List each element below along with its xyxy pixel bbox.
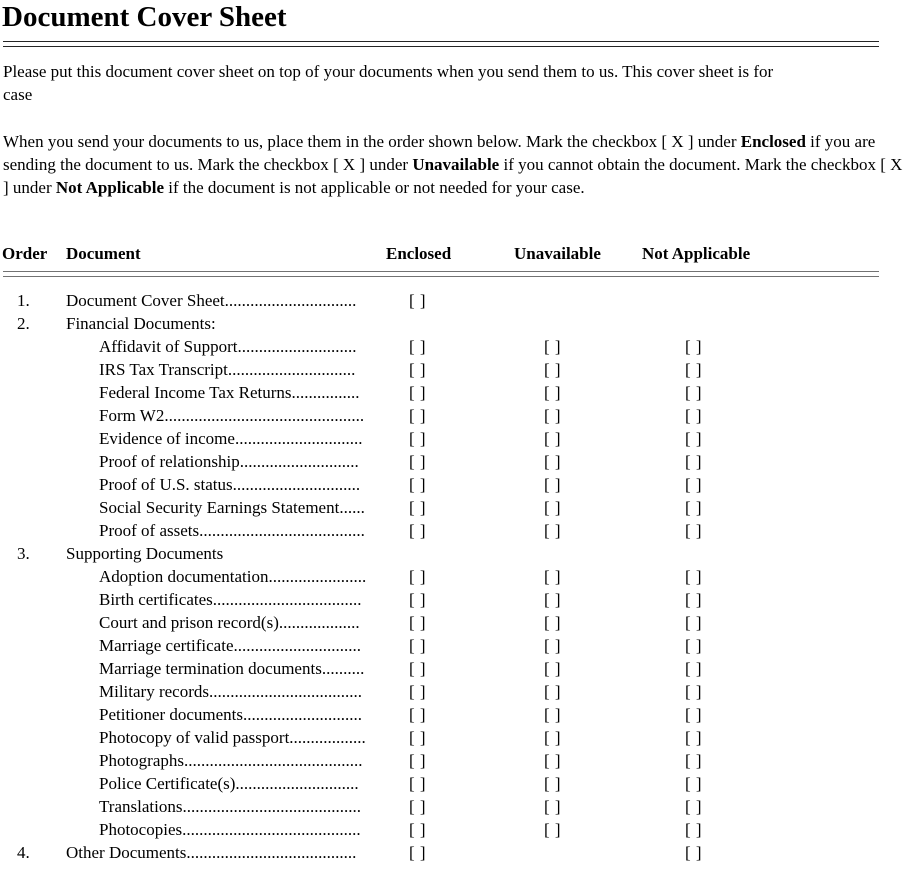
enclosed-checkbox[interactable]: [ ] [409,360,427,379]
document-label [66,312,216,335]
document-row [0,795,921,818]
document-label [66,542,223,565]
document-name: Birth certificates [99,590,213,609]
not-applicable-checkbox[interactable]: [ ] [685,636,703,655]
unavailable-checkbox[interactable]: [ ] [544,521,562,540]
order-number: 1. [17,291,30,310]
leader-dots: ................ [291,383,360,402]
enclosed-checkbox[interactable]: [ ] [409,383,427,402]
document-row [0,588,921,611]
title-divider [3,40,879,49]
document-label [99,749,363,772]
document-name: Marriage termination documents [99,659,322,678]
leader-dots: ............................ [239,452,359,471]
document-label [99,358,355,381]
leader-dots: .................. [289,728,366,747]
leader-dots: .............................. [234,429,363,448]
document-name: IRS Tax Transcript [99,360,228,379]
column-header-unavailable: Unavailable [514,244,601,263]
document-name: Court and prison record(s) [99,613,279,632]
order-number: 2. [17,314,30,333]
leader-dots: .......................................... [184,751,363,770]
document-label [99,634,361,657]
document-row [0,680,921,703]
document-name: Federal Income Tax Returns [99,383,292,402]
case-number-redacted [37,88,137,102]
unavailable-checkbox[interactable]: [ ] [544,613,562,632]
leader-dots: ................... [278,613,360,632]
unavailable-checkbox[interactable]: [ ] [544,774,562,793]
enclosed-checkbox[interactable]: [ ] [409,728,427,747]
document-name: Proof of relationship [99,452,240,471]
instructions-not-applicable-term: Not Applicable [55,178,165,197]
leader-dots: .............................. [227,360,356,379]
document-label [99,680,362,703]
unavailable-checkbox[interactable]: [ ] [544,429,562,448]
instructions-text: if you are sending the document to us. Mark the checkbox [ X ] under [3,132,876,174]
leader-dots: ............................. [235,774,359,793]
not-applicable-checkbox[interactable]: [ ] [685,567,703,586]
not-applicable-checkbox[interactable]: [ ] [685,475,703,494]
not-applicable-checkbox[interactable]: [ ] [685,521,703,540]
document-label [99,565,366,588]
document-label [99,427,362,450]
instructions-unavailable-term: Unavailable [412,155,500,174]
document-row [0,818,921,841]
enclosed-checkbox[interactable]: [ ] [409,636,427,655]
document-name: Military records [99,682,209,701]
leader-dots: ................................... [212,590,362,609]
document-name: Social Security Earnings Statement [99,498,340,517]
page-title: Document Cover Sheet [2,1,287,33]
document-label [99,473,360,496]
unavailable-checkbox[interactable]: [ ] [544,337,562,356]
document-label [99,726,366,749]
document-label [66,289,356,312]
unavailable-checkbox[interactable]: [ ] [544,475,562,494]
document-name: Affidavit of Support [99,337,238,356]
not-applicable-checkbox[interactable]: [ ] [685,452,703,471]
document-row [0,404,921,427]
document-label [99,404,364,427]
column-header-enclosed: Enclosed [386,244,452,263]
not-applicable-checkbox[interactable]: [ ] [685,498,703,517]
leader-dots: ....................................... [199,521,365,540]
document-row [0,519,921,542]
document-name: Adoption documentation [99,567,269,586]
not-applicable-checkbox[interactable]: [ ] [685,797,703,816]
not-applicable-checkbox[interactable]: [ ] [685,820,703,839]
not-applicable-checkbox[interactable]: [ ] [685,383,703,402]
enclosed-checkbox[interactable]: [ ] [409,820,427,839]
enclosed-checkbox[interactable]: [ ] [409,452,427,471]
intro-case-label: case [3,85,33,104]
unavailable-checkbox[interactable]: [ ] [544,659,562,678]
unavailable-checkbox[interactable]: [ ] [544,383,562,402]
document-row [0,772,921,795]
not-applicable-checkbox[interactable]: [ ] [685,728,703,747]
document-row [0,657,921,680]
intro-text: Please put this document cover sheet on top of your documents when you send them to us. This cover sheet is for [3,62,774,81]
leader-dots: .................................... [209,682,362,701]
not-applicable-checkbox[interactable]: [ ] [685,774,703,793]
instructions-paragraph [3,130,903,199]
not-applicable-checkbox[interactable]: [ ] [685,613,703,632]
document-name: Photocopy of valid passport [99,728,290,747]
enclosed-checkbox[interactable]: [ ] [409,705,427,724]
unavailable-checkbox[interactable]: [ ] [544,751,562,770]
document-row [0,427,921,450]
document-name: Translations [99,797,183,816]
order-number: 3. [17,544,30,563]
document-name: Document Cover Sheet [66,291,225,310]
not-applicable-checkbox[interactable]: [ ] [685,705,703,724]
document-label [99,588,362,611]
unavailable-checkbox[interactable]: [ ] [544,682,562,701]
leader-dots: ............................ [243,705,363,724]
document-label [99,795,361,818]
document-row [0,358,921,381]
unavailable-checkbox[interactable]: [ ] [544,705,562,724]
not-applicable-checkbox[interactable]: [ ] [685,659,703,678]
document-row [0,726,921,749]
document-name: Other Documents [66,843,187,862]
document-name: Supporting Documents [66,544,224,563]
not-applicable-checkbox[interactable]: [ ] [685,590,703,609]
unavailable-checkbox[interactable]: [ ] [544,498,562,517]
not-applicable-checkbox[interactable]: [ ] [685,360,703,379]
not-applicable-checkbox[interactable]: [ ] [685,682,703,701]
enclosed-checkbox[interactable]: [ ] [409,797,427,816]
unavailable-checkbox[interactable]: [ ] [544,728,562,747]
header-divider [3,270,879,279]
document-name: Police Certificate(s) [99,774,236,793]
document-name: Photocopies [99,820,183,839]
unavailable-checkbox[interactable]: [ ] [544,567,562,586]
enclosed-checkbox[interactable]: [ ] [409,475,427,494]
not-applicable-checkbox[interactable]: [ ] [685,429,703,448]
column-header-order: Order [2,244,48,263]
leader-dots: .............................. [232,475,361,494]
document-label [99,657,364,680]
document-name: Marriage certificate [99,636,234,655]
document-label [99,703,362,726]
unavailable-checkbox[interactable]: [ ] [544,636,562,655]
document-name: Evidence of income [99,429,235,448]
instructions-text: if you cannot obtain the document. Mark the checkbox [ X ] under [3,155,903,197]
enclosed-checkbox[interactable]: [ ] [409,613,427,632]
column-header-document: Document [66,244,141,263]
document-label [99,381,360,404]
section-row [0,312,921,335]
leader-dots: .......................................... [182,820,361,839]
instructions-text: if the document is not applicable or not needed for your case. [164,178,585,197]
document-row [0,496,921,519]
document-label [99,772,359,795]
document-row [0,611,921,634]
section-row [0,542,921,565]
document-label [99,450,359,473]
document-row [0,634,921,657]
enclosed-checkbox[interactable]: [ ] [409,337,427,356]
unavailable-checkbox[interactable]: [ ] [544,452,562,471]
unavailable-checkbox[interactable]: [ ] [544,797,562,816]
order-number: 4. [17,843,30,862]
column-header-not-applicable: Not Applicable [642,244,751,263]
enclosed-checkbox[interactable]: [ ] [409,406,427,425]
document-label [99,519,365,542]
document-name: Form W2 [99,406,165,425]
enclosed-checkbox[interactable]: [ ] [409,590,427,609]
not-applicable-checkbox[interactable]: [ ] [685,843,703,862]
document-name: Photographs [99,751,184,770]
unavailable-checkbox[interactable]: [ ] [544,820,562,839]
enclosed-checkbox[interactable]: [ ] [409,521,427,540]
not-applicable-checkbox[interactable]: [ ] [685,751,703,770]
document-row [0,703,921,726]
not-applicable-checkbox[interactable]: [ ] [685,406,703,425]
not-applicable-checkbox[interactable]: [ ] [685,337,703,356]
leader-dots: ...... [339,498,365,517]
instructions-text: When you send your documents to us, place them in the order shown below. Mark the checkbox [ X ] under [3,132,741,151]
document-label [99,611,360,634]
unavailable-checkbox[interactable]: [ ] [544,406,562,425]
enclosed-checkbox[interactable]: [ ] [409,567,427,586]
enclosed-checkbox[interactable]: [ ] [409,498,427,517]
section-row [0,289,921,312]
intro-paragraph [3,60,903,106]
document-row [0,565,921,588]
leader-dots: ............................ [237,337,357,356]
enclosed-checkbox[interactable]: [ ] [409,682,427,701]
document-name: Proof of assets [99,521,200,540]
leader-dots: ............................... [224,291,357,310]
leader-dots: .............................. [233,636,361,655]
leader-dots: .......................................... [182,797,361,816]
document-label [99,818,361,841]
leader-dots: .......... [321,659,365,678]
document-name: Petitioner documents [99,705,244,724]
enclosed-checkbox[interactable]: [ ] [409,843,427,862]
instructions-enclosed-term: Enclosed [740,132,806,151]
document-row [0,473,921,496]
document-row [0,450,921,473]
document-row [0,381,921,404]
document-label [66,841,356,864]
unavailable-checkbox[interactable]: [ ] [544,360,562,379]
leader-dots: ............................................... [164,406,365,425]
document-label [99,496,365,519]
enclosed-checkbox[interactable]: [ ] [409,751,427,770]
document-row [0,335,921,358]
leader-dots: ....................... [268,567,367,586]
section-row [0,841,921,864]
document-row [0,749,921,772]
document-name: Proof of U.S. status [99,475,233,494]
enclosed-checkbox[interactable]: [ ] [409,291,427,310]
enclosed-checkbox[interactable]: [ ] [409,429,427,448]
unavailable-checkbox[interactable]: [ ] [544,590,562,609]
leader-dots: ........................................ [186,843,357,862]
document-name: Financial Documents: [66,314,216,333]
enclosed-checkbox[interactable]: [ ] [409,774,427,793]
enclosed-checkbox[interactable]: [ ] [409,659,427,678]
document-label [99,335,357,358]
